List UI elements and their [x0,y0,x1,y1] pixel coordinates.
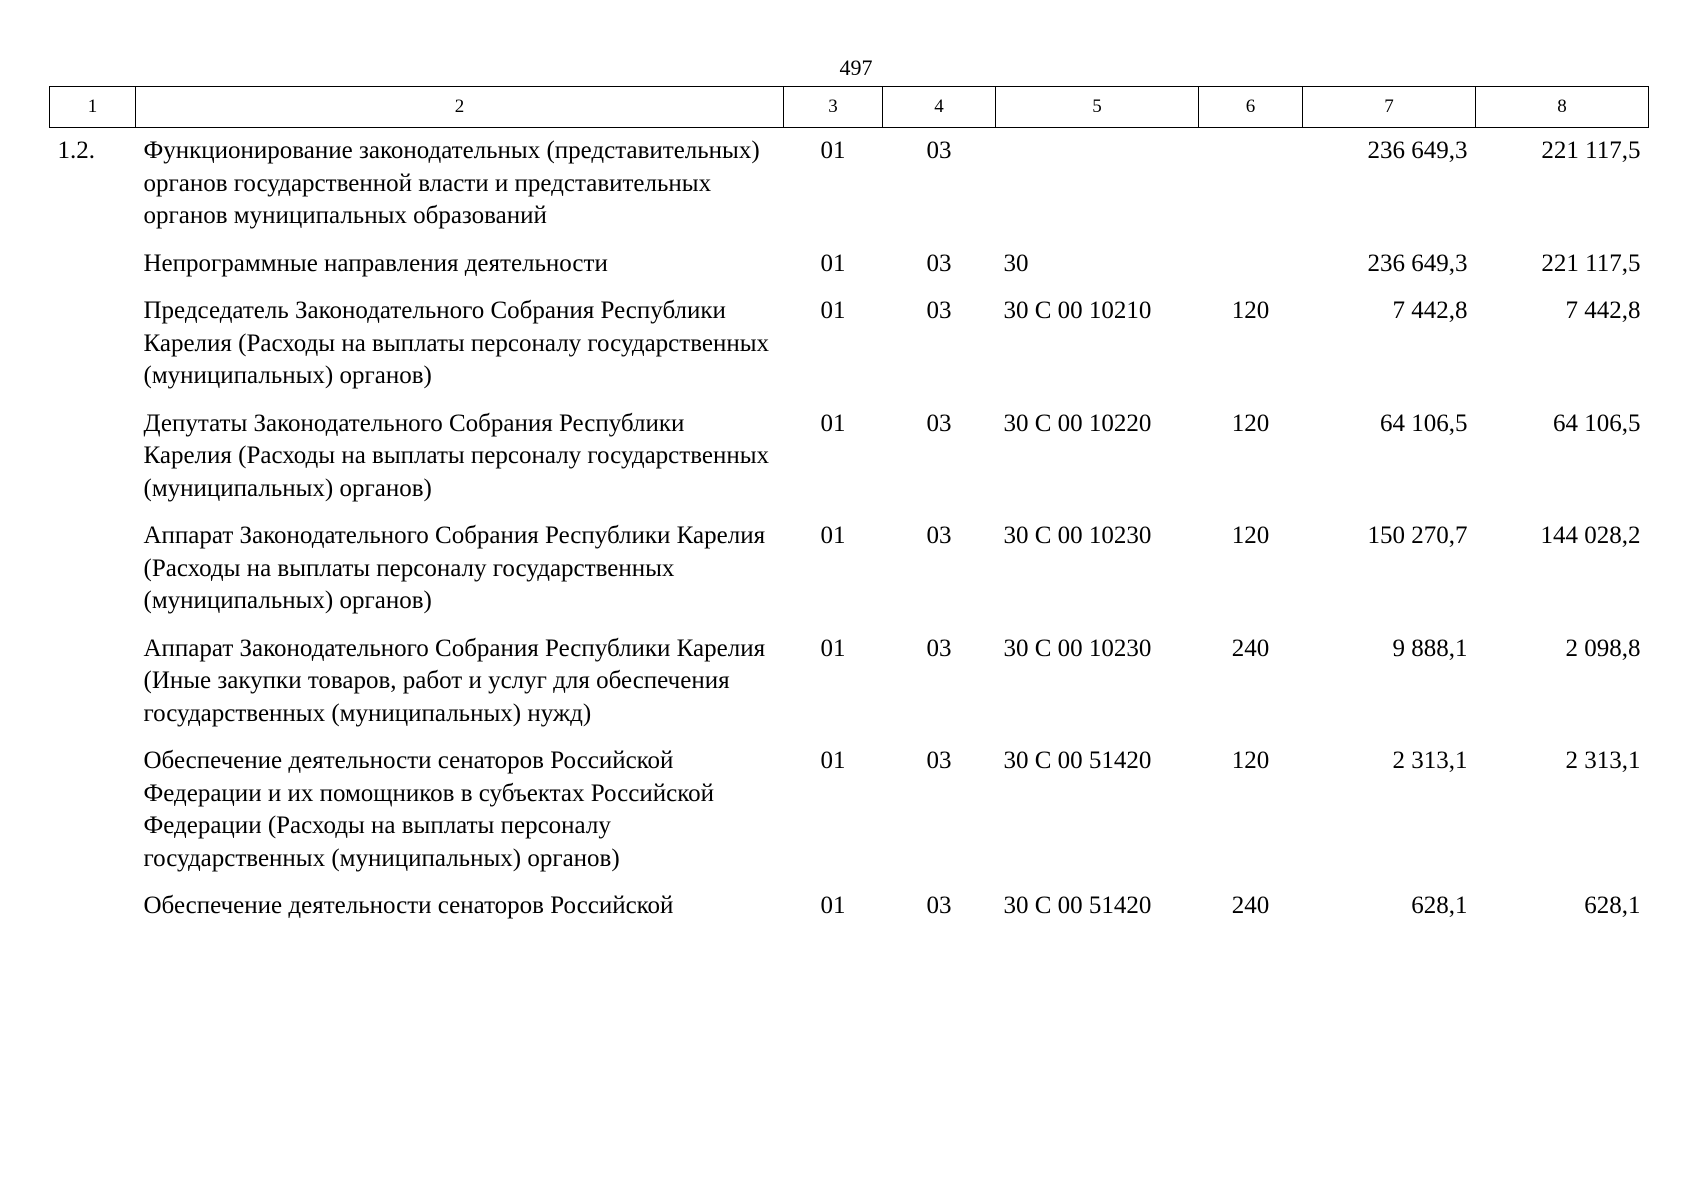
row-expense-type: 120 [1231,522,1270,549]
row-number [50,633,136,746]
row-amount-2: 64 106,5 [1553,409,1641,437]
header-col-1: 1 [50,87,136,128]
row-amount-2: 144 028,2 [1540,522,1641,549]
row-amount-1: 236 649,3 [1367,137,1468,164]
row-amount-1: 64 106,5 [1380,409,1468,437]
header-col-6: 6 [1199,87,1303,128]
row-number [50,408,136,521]
row-amount-2: 2 098,8 [1565,634,1641,662]
row-expense-type [1199,128,1303,248]
page-number: 497 [839,55,873,80]
table-body [50,128,1649,938]
table-row [50,633,1649,746]
row-expense-type: 240 [1231,892,1270,919]
row-amount-2: 628,1 [1584,892,1641,919]
row-subsection: 03 [926,297,952,324]
row-subsection: 03 [926,249,952,277]
budget-table [49,86,1649,938]
header-col-5: 5 [996,87,1199,128]
row-expense-type: 120 [1231,409,1270,437]
row-name: Председатель Законодательного Собрания Республики Карелия (Расходы на выплаты персоналу государственных (муниципальных) органов) [143,297,770,389]
row-target-code: 30 С 00 10210 [1003,297,1152,324]
row-target-code: 30 С 00 51420 [1003,892,1152,919]
table-row [50,890,1649,938]
row-section: 01 [820,409,846,437]
row-target-code: 30 С 00 10230 [1003,522,1152,549]
row-amount-1: 150 270,7 [1367,522,1468,549]
row-target-code: 30 С 00 51420 [1003,747,1152,774]
row-section: 01 [820,137,846,164]
header-col-3: 3 [784,87,883,128]
row-amount-2: 2 313,1 [1565,747,1641,774]
row-number [50,248,136,296]
row-amount-1: 2 313,1 [1392,747,1468,774]
table-row [50,295,1649,408]
row-number [50,890,136,938]
row-subsection: 03 [926,634,952,662]
row-section: 01 [820,634,846,662]
row-subsection: 03 [926,747,952,774]
row-amount-1: 236 649,3 [1367,249,1468,277]
row-section: 01 [820,892,846,919]
row-expense-type: 240 [1231,634,1270,662]
row-target-code: 30 С 00 10230 [1003,634,1152,662]
row-subsection: 03 [926,522,952,549]
row-amount-1: 7 442,8 [1392,297,1468,324]
row-amount-1: 628,1 [1411,892,1468,919]
header-col-8: 8 [1476,87,1649,128]
row-name: Непрограммные направления деятельности [143,249,608,277]
row-target-code: 30 [1003,249,1029,277]
row-subsection: 03 [926,892,952,919]
row-expense-type: 120 [1231,297,1270,324]
row-expense-type [1199,248,1303,296]
row-section: 01 [820,747,846,774]
header-col-7: 7 [1303,87,1476,128]
row-number [50,520,136,633]
row-number [50,745,136,890]
row-section: 01 [820,297,846,324]
row-amount-1: 9 888,1 [1392,634,1468,662]
table-row [50,745,1649,890]
row-section: 01 [820,522,846,549]
header-row [50,87,1649,128]
row-name: Функционирование законодательных (представительных) органов государственной власти и представительных органов муниципальных образований [143,137,760,229]
row-name: Аппарат Законодательного Собрания Республики Карелия (Иные закупки товаров, работ и услуг для обеспечения государственных (муниципальных) нужд) [143,634,766,727]
row-subsection: 03 [926,137,952,164]
header-col-4: 4 [883,87,996,128]
row-expense-type: 120 [1231,747,1270,774]
row-name: Обеспечение деятельности сенаторов Российской [143,892,674,919]
row-target-code [996,128,1199,248]
row-target-code: 30 С 00 10220 [1003,409,1152,437]
row-number [50,295,136,408]
row-number: 1.2. [57,137,95,164]
row-name: Аппарат Законодательного Собрания Республики Карелия (Расходы на выплаты персоналу государственных (муниципальных) органов) [143,522,766,614]
row-amount-2: 221 117,5 [1541,137,1641,164]
row-name: Обеспечение деятельности сенаторов Российской Федерации и их помощников в субъектах Российской Федерации (Расходы на выплаты персоналу государственных (муниципальных) органов) [143,747,714,872]
row-name: Депутаты Законодательного Собрания Республики Карелия (Расходы на выплаты персоналу государственных (муниципальных) органов) [143,409,770,502]
header-col-2: 2 [136,87,784,128]
table-row [50,520,1649,633]
row-amount-2: 221 117,5 [1541,249,1641,277]
table-row [50,248,1649,296]
table-row [50,408,1649,521]
row-amount-2: 7 442,8 [1565,297,1641,324]
row-section: 01 [820,249,846,277]
table-row [50,128,1649,248]
row-subsection: 03 [926,409,952,437]
table-header [50,87,1649,128]
